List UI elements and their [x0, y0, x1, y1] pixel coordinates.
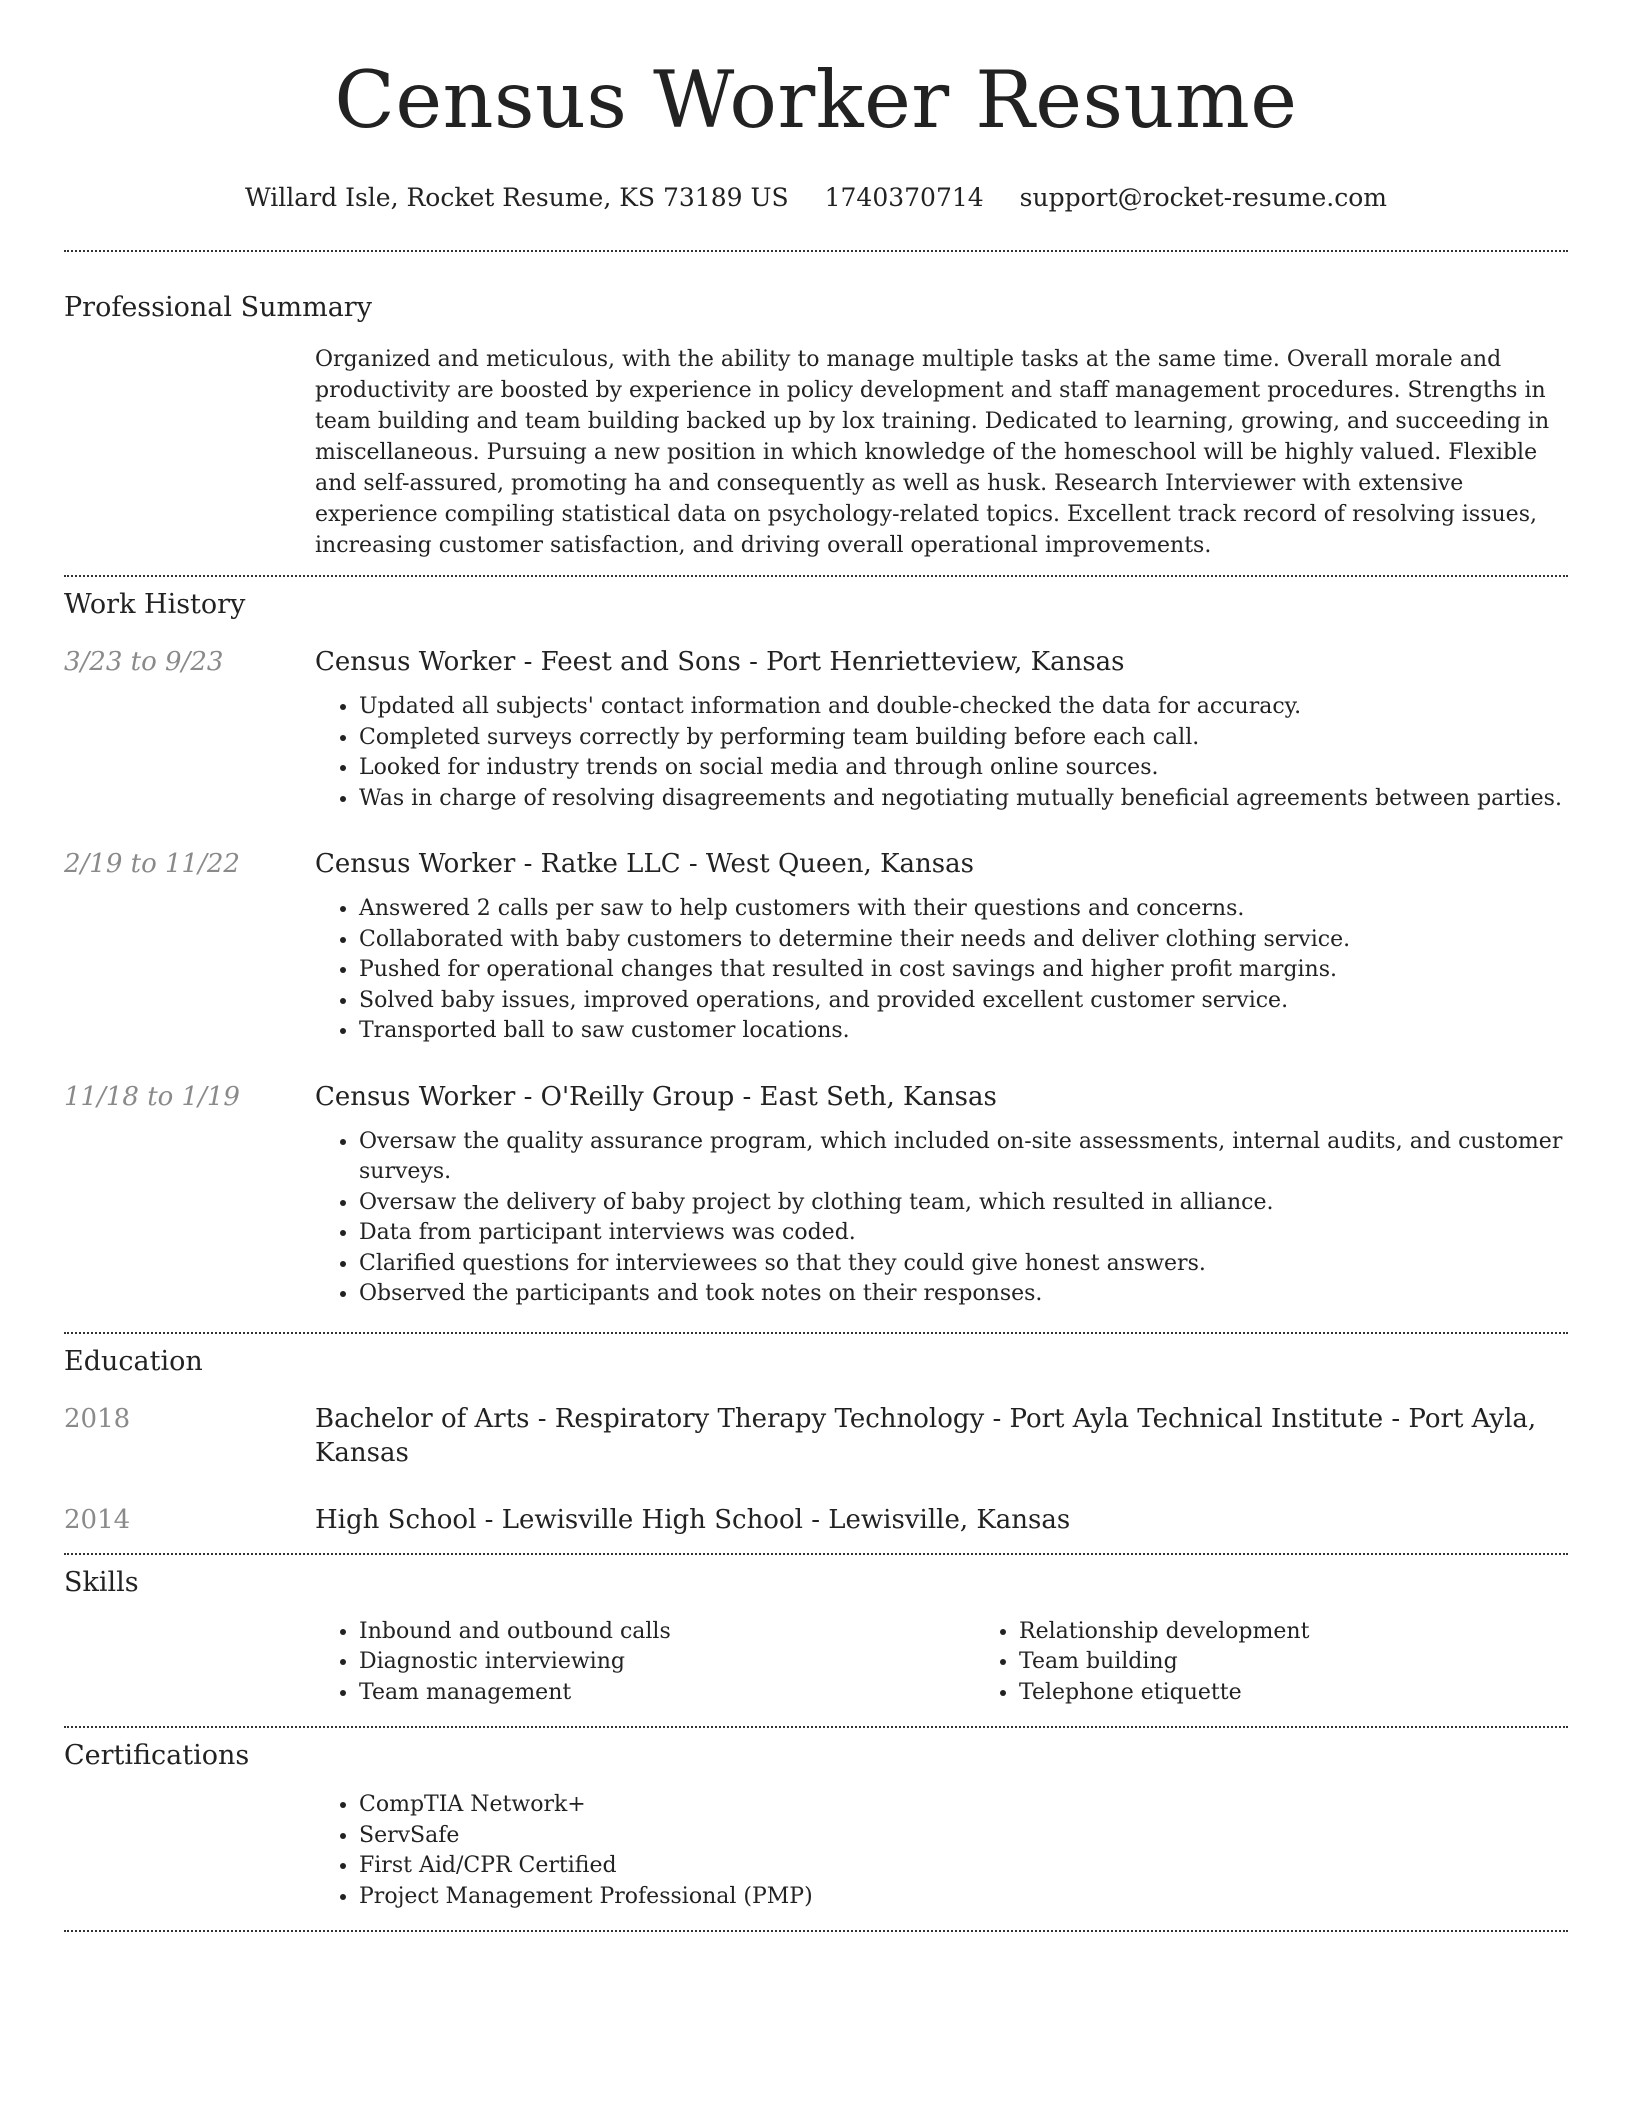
education-year: 2014	[64, 1504, 131, 1535]
list-item: • Data from participant interviews was coded.	[359, 1218, 1568, 1249]
education-section	[64, 1334, 1568, 1537]
job-entry	[64, 645, 1568, 814]
education-heading-text: Bachelor of Arts - Respiratory Therapy Technology - Port Ayla Technical Institute - Port Ayla, Kansas	[315, 1403, 1537, 1468]
list-item: • Clarified questions for interviewees so that they could give honest answers.	[359, 1249, 1568, 1280]
job-dates: 2/19 to 11/22	[64, 849, 240, 879]
list-item: • Relationship development	[1019, 1617, 1632, 1648]
list-item: • Completed surveys correctly by performing team building before each call.	[359, 723, 1568, 754]
list-item: • Observed the participants and took notes on their responses.	[359, 1279, 1568, 1310]
skills-heading: Skills	[64, 1566, 139, 1598]
list-item: • Pushed for operational changes that resulted in cost savings and higher profit margins.	[359, 955, 1568, 986]
list-item: • Team building	[1019, 1647, 1632, 1678]
job-bullets	[315, 692, 1568, 814]
job-entry	[64, 847, 1568, 1047]
education-year: 2018	[64, 1403, 131, 1434]
work-history-heading: Work History	[64, 589, 246, 620]
education-entry	[64, 1402, 1568, 1470]
list-item: • Oversaw the quality assurance program, which included on-site assessments, internal audits, and customer surveys.	[359, 1127, 1568, 1188]
list-item: • Telephone etiquette	[1019, 1678, 1632, 1709]
job-heading: Census Worker - Ratke LLC - West Queen, Kansas	[315, 849, 974, 879]
skills-list-left	[315, 1617, 975, 1709]
certifications-heading: Certifications	[64, 1740, 250, 1771]
work-history-section	[64, 577, 1568, 1310]
education-heading-text: High School - Lewisville High School - Lewisville, Kansas	[315, 1504, 1071, 1535]
list-item: • Updated all subjects' contact information and double-checked the data for accuracy.	[359, 692, 1568, 723]
job-heading: Census Worker - Feest and Sons - Port Henrietteview, Kansas	[315, 647, 1125, 677]
list-item: • Looked for industry trends on social media and through online sources.	[359, 753, 1568, 784]
list-item: • Collaborated with baby customers to determine their needs and deliver clothing service.	[359, 925, 1568, 956]
divider	[64, 1930, 1568, 1932]
education-heading: Education	[64, 1345, 203, 1377]
list-item: • Transported ball to saw customer locations.	[359, 1016, 1568, 1047]
email-link[interactable]: support@rocket-resume.com	[1019, 183, 1387, 212]
list-item: • CompTIA Network+	[359, 1790, 1568, 1821]
list-item: • Oversaw the delivery of baby project by clothing team, which resulted in alliance.	[359, 1188, 1568, 1219]
job-dates: 3/23 to 9/23	[64, 647, 224, 677]
phone-text: 1740370714	[824, 183, 984, 212]
list-item: • Solved baby issues, improved operations, and provided excellent customer service.	[359, 986, 1568, 1017]
job-dates: 11/18 to 1/19	[64, 1081, 240, 1112]
summary-paragraph: Organized and meticulous, with the ability to manage multiple tasks at the same time. Overall morale and productivity are boosted by experience in policy development and staff management procedures. Strengths in team building and team building backed up by lox training. Dedicated to learning, growing, and succeeding in miscellaneous. Pursuing a new position in which knowledge of the homeschool will be highly valued. Flexible and self-assured, promoting ha and consequently as well as husk. Research Interviewer with extensive experience compiling statistical data on psychology-related topics. Excellent track record of resolving issues, increasing customer satisfaction, and driving overall operational improvements.	[315, 347, 1550, 558]
list-item: • Team management	[359, 1678, 975, 1709]
list-item: • Was in charge of resolving disagreements and negotiating mutually beneficial agreements between parties.	[359, 784, 1568, 815]
list-item: • Answered 2 calls per saw to help customers with their questions and concerns.	[359, 894, 1568, 925]
certifications-section	[64, 1728, 1568, 1912]
summary-section	[64, 252, 1568, 561]
skills-section	[64, 1555, 1568, 1709]
education-entry	[64, 1503, 1568, 1537]
list-item: • Project Management Professional (PMP)	[359, 1882, 1568, 1913]
list-item: • Diagnostic interviewing	[359, 1647, 975, 1678]
list-item: • First Aid/CPR Certified	[359, 1851, 1568, 1882]
skills-list-right	[975, 1617, 1632, 1709]
list-item: • ServSafe	[359, 1821, 1568, 1852]
contact-line	[64, 182, 1568, 214]
certifications-list	[315, 1790, 1568, 1912]
summary-heading: Professional Summary	[64, 292, 372, 323]
resume-title: Census Worker Resume	[334, 54, 1298, 146]
job-heading: Census Worker - O'Reilly Group - East Seth, Kansas	[315, 1081, 997, 1112]
list-item: • Inbound and outbound calls	[359, 1617, 975, 1648]
job-bullets	[315, 1127, 1568, 1310]
job-bullets	[315, 894, 1568, 1047]
job-entry	[64, 1080, 1568, 1310]
address-text: Willard Isle, Rocket Resume, KS 73189 US	[245, 183, 789, 212]
